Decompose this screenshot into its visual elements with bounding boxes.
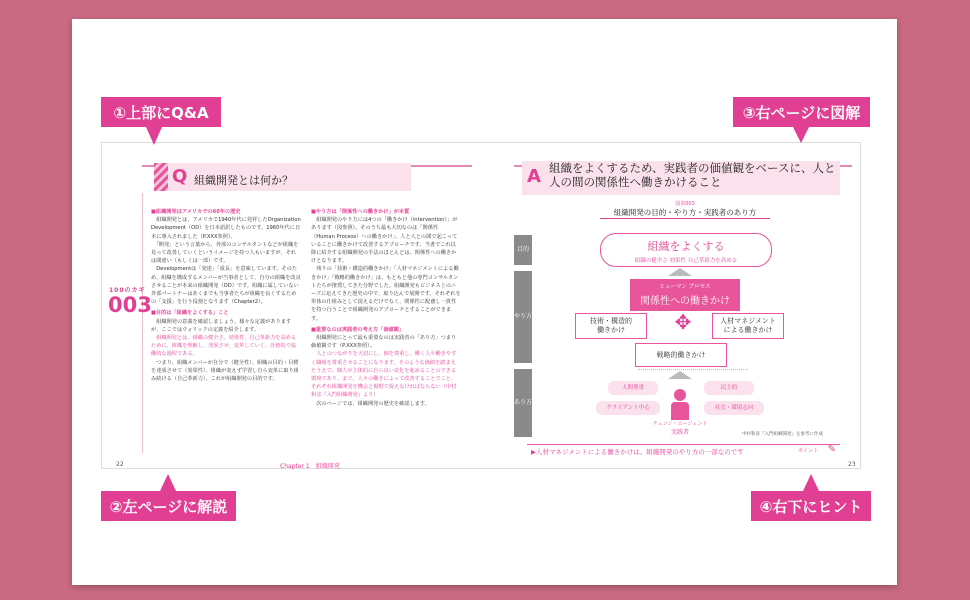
human-process-main: 関係性への働きかけ bbox=[640, 296, 730, 307]
practitioner-label: 実践者 bbox=[670, 429, 689, 436]
value-democratic: 民主的 bbox=[704, 381, 754, 395]
up-arrow-2 bbox=[668, 371, 692, 379]
section-heading: ■やり方は「関係性への働きかけ」が本質 bbox=[311, 209, 410, 215]
value-human-respect: 人間尊重 bbox=[608, 381, 658, 395]
divider bbox=[638, 369, 748, 370]
value-social-environment: 社会・環境志向 bbox=[704, 401, 764, 415]
person-head-icon bbox=[674, 389, 686, 401]
hr-management-box: 人材マネジメント による働きかけ bbox=[712, 313, 784, 339]
answer-title: 組織をよくするため、実践者の価値観をベースに、人と人の間の関係性へ働きかけること bbox=[549, 161, 836, 189]
person-body-icon bbox=[671, 402, 689, 420]
goal-sub: 組織の健全さ 効果性 自己革新力を高める bbox=[634, 258, 738, 264]
hint-bar bbox=[527, 444, 840, 457]
side-label-being: あり方 bbox=[514, 369, 532, 437]
figure-title: 組織開発の目的・やり方・実践者のあり方 bbox=[600, 207, 770, 219]
callout-explanation: ②左ページに解説 bbox=[101, 491, 236, 521]
paragraph: 組織開発とは、アメリカで1940年代に発祥したOrganization Development（OD）を日本語訳したものです。1960年代に日本に導入されました（P.XXX参照）。 bbox=[151, 217, 301, 240]
hint-tag: ポイント bbox=[797, 448, 818, 454]
change-agent-label: チェンジ・エージェント bbox=[652, 421, 708, 427]
side-label-method: やり方 bbox=[514, 271, 532, 363]
section-heading: ■組織開発はアメリカでの60年の歴史 bbox=[151, 209, 241, 215]
goal-box bbox=[600, 233, 772, 267]
callout-diagram-tip bbox=[793, 127, 809, 143]
callout-explanation-tip bbox=[160, 474, 176, 491]
section-heading: ■目的は「組織をよくする」こと bbox=[151, 310, 229, 317]
callout-qa: ①上部にQ&A bbox=[101, 97, 221, 127]
paragraph: Developmentは「発達」「成長」を意味しています。そのため、組織を構成するメンバーが当事者として、自分の組織を改良させることが本来の組織開発（OD）です。組織に属していない外部パートナーはあくまでも当事者たちが組織を良くするための「支援」を行う役割となります（Chapter2）。 bbox=[151, 266, 301, 306]
text-column-2 bbox=[311, 205, 461, 408]
section-heading: ■重要なのは実践者の考え方「価値観」 bbox=[311, 326, 405, 333]
key-number-label: 100のカギ bbox=[109, 287, 146, 294]
hint-text: ▶人材マネジメントによる働きかけは、組織開発のやり方の一部なのです bbox=[531, 448, 744, 456]
value-client-centered: クライアント中心 bbox=[596, 401, 660, 415]
chapter-footer: Chapter 1 組織開発 bbox=[280, 463, 340, 470]
cross-arrows-icon: ✥ bbox=[674, 310, 692, 334]
callout-diagram: ③右ページに図解 bbox=[733, 97, 870, 127]
margin-rule bbox=[142, 193, 143, 453]
paragraph: 組織開発にとって最も重要なのは実践者の「あり方」つまり価値観です（P.XXX参照）。 bbox=[311, 335, 457, 350]
technical-structural-box: 技術・構造的 働きかけ bbox=[575, 313, 647, 339]
pencil-icon: ✎ bbox=[827, 444, 836, 455]
human-process-box bbox=[630, 279, 740, 311]
paragraph: 組織開発の意義を確認しましょう。様々な定義がありますが、ここではウォリックの定義を紹介します。 bbox=[151, 318, 292, 333]
human-process-en: ヒューマン プロセス bbox=[659, 284, 711, 290]
key-number: 003 bbox=[108, 293, 152, 317]
paragraph: 組織開発とは、組織の健全さ、効果性、自己革新力を高めるために、組織を理解し、発展させ、変革していく、計画的で協働的な過程である。 bbox=[151, 335, 297, 358]
page-number-left: 22 bbox=[116, 461, 124, 468]
callout-hint: ④右下にヒント bbox=[751, 491, 871, 521]
figure-source: 中村和彦『入門組織開発』を参考に作成 bbox=[742, 432, 823, 437]
paragraph: 「開発」という言葉から、外部のコンサルタントなどが組織を見って改善していくというイメージを持つ人もいますが、それは間違い（もしくは一部）です。 bbox=[151, 241, 299, 265]
callout-hint-tip bbox=[803, 474, 819, 491]
figure-label: 図表003 bbox=[675, 201, 695, 207]
question-stripe bbox=[154, 163, 168, 191]
question-letter: Q bbox=[172, 166, 188, 187]
callout-qa-tip bbox=[146, 127, 162, 145]
strategic-box: 戦略的働きかけ bbox=[635, 343, 727, 367]
up-arrow bbox=[668, 268, 692, 276]
answer-letter: A bbox=[527, 166, 541, 187]
side-label-purpose: 目的 bbox=[514, 235, 532, 265]
question-title: 組織開発とは何か？ bbox=[194, 174, 293, 187]
paragraph: 次のページでは、組織開発の歴史を確認します。 bbox=[311, 400, 430, 407]
paragraph: つまり、組織メンバーが自分で（健全性）、組織の目的・目標を達成させて（効果性）、組織が変えず学習し自ら変革に取り組み続ける（自己革新力）、これが組織開発の目的です。 bbox=[151, 359, 299, 383]
page-number-right: 23 bbox=[848, 461, 856, 468]
goal-main: 組織をよくする bbox=[647, 240, 725, 253]
paragraph: 残りの「技術・構造的働きかけ」「人材マネジメントによる働きかけ」「戦略的働きかけ」は、もともと他の専門コンサルタントたちが推奨してきた分野でした。組織開発もビジネス上のニーズに応えてきた歴史の中で、取り込んで展開です。それぞれを単体の仕組みとして捉えるだけでなく、関係性に配慮し一貫性を持つ行うことで組織開発のアプローチとすることができます。 bbox=[311, 266, 461, 322]
paragraph: 人とのつながりを大切にし、個を尊重し、働く人や働きやすく職場を尊重させることになります。そのような価値を踏まえたうえで、個人が主体的に自ら良い変化を進めることのできる環境であり、まで、人々の働きによって改善することでこと、それぞれ組織開発を機会と視野で捉えなければならない（中村和彦『入門組織開発』より） bbox=[311, 351, 457, 399]
book-spread bbox=[101, 142, 861, 469]
paragraph: 組織開発のやり方には4つの「働きかけ（intervention）」があります（図参照）。そのうち最も大切なのは「関係性（Human Process）への働きかけ」、人と人との間で起こっていることに働きかけて改善するアプローチです。当書でこれ以降に紹介する組織開発の手法のほとんどは、関係性への働きかけとなります。 bbox=[311, 217, 458, 265]
text-column-1 bbox=[151, 205, 301, 383]
